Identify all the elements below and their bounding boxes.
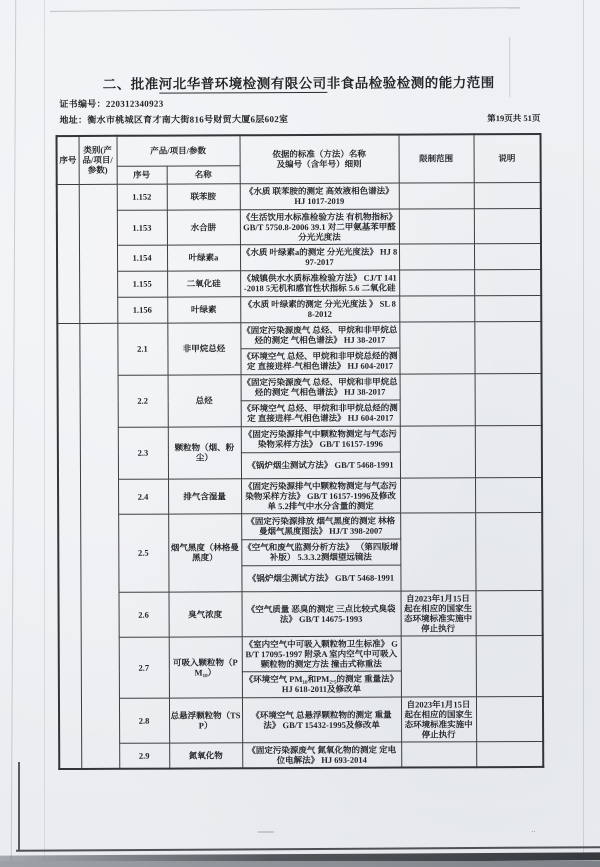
column-header-product-group: 产品/项目/参数 — [117, 135, 240, 166]
seq-cell — [57, 184, 80, 323]
address-line — [59, 111, 540, 126]
table-row — [59, 696, 543, 743]
note-cell — [474, 295, 541, 321]
column-header-standard: 依据的标准（方法）名称 及编号（含年号）细则 — [240, 135, 399, 184]
category-cell — [79, 323, 119, 769]
column-header-sub-seq: 序号 — [117, 166, 167, 184]
note-cell — [474, 269, 541, 295]
table-row — [57, 321, 541, 349]
param-no-cell: 2.4 — [118, 479, 168, 514]
certificate-number-line — [59, 97, 163, 110]
standard-cell: 《环境空气 总烃、甲烷和非甲烷总烃的测定 直接进样-气相色谱法》 HJ 604-2017 — [241, 400, 400, 427]
column-header-note: 说明 — [474, 134, 541, 182]
standard-cell: 《环境空气 总悬浮颗粒物的测定 重量法》 GB/T 15432-1995及修改单 — [242, 697, 401, 743]
param-name-cell: 氮氧化物 — [169, 742, 242, 768]
standard-cell: 《固定污染源排气中颗粒物测定与气态污染物采样方法》 GB/T 16157-1996及修改单 5.2排气中水分含量的测定 — [241, 478, 400, 514]
standard-cell: 《固定污染源废气 总烃、甲烷和非甲烷总烃的测定 气相色谱法》 HJ 38-2017 — [240, 322, 399, 349]
param-name-cell: 臭气浓度 — [168, 591, 241, 636]
limit-cell — [401, 635, 476, 696]
standard-cell: 《生活饮用水标准检验方法 有机物指标》 GB/T 5750.8-2006 39.1 对二甲氨基苯甲醛分光光度法 — [240, 209, 399, 245]
param-no-cell: 2.8 — [119, 698, 169, 743]
param-no-cell: 2.1 — [117, 323, 167, 375]
param-name-cell: 叶绿素a — [167, 244, 240, 270]
note-cell — [475, 425, 542, 477]
table-row — [58, 477, 542, 514]
param-name-cell: 排气含湿量 — [168, 478, 241, 513]
table-row — [57, 295, 541, 323]
param-name-cell: 联苯胺 — [167, 183, 240, 209]
param-name-cell: 烟气黑度（林格曼黑度） — [168, 513, 241, 591]
limit-cell — [399, 321, 474, 373]
note-cell — [474, 321, 541, 373]
column-header-sub-name: 名称 — [167, 165, 240, 183]
limit-cell — [399, 182, 474, 208]
param-no-cell: 2.2 — [118, 375, 168, 427]
address-label: 地址： — [59, 114, 88, 126]
standard-cell: 《锅炉烟尘测试方法》 GB/T 5468-1991 — [241, 565, 400, 592]
limit-cell: 自2023年1月15日起在相应的国家生态环境标准实施中停止执行 — [401, 696, 476, 741]
note-cell — [474, 208, 541, 243]
seq-cell — [57, 323, 81, 769]
table-row — [59, 635, 543, 672]
param-name-cell: 可吸入颗粒物（PM₁₀） — [169, 636, 242, 697]
standard-cell: 《水质 联苯胺的测定 高效液相色谱法》 HJ 1017-2019 — [240, 183, 399, 210]
title-suffix: 非食品检验检测的能力范围 — [326, 75, 495, 91]
param-name-cell: 二氧化硅 — [167, 270, 240, 296]
limit-cell — [401, 741, 476, 767]
header-row-1 — [57, 134, 541, 166]
table-row — [58, 373, 542, 401]
limit-cell — [399, 269, 474, 295]
limit-cell — [400, 373, 475, 425]
param-name-cell: 叶绿素 — [167, 296, 240, 322]
column-header-category: 类别(产品/项目/参数) — [79, 136, 117, 184]
standard-cell: 《空气和废气监测分析方法》 （第四版增补版） 5.3.3.2测烟望远镜法 — [241, 539, 400, 566]
category-cell — [79, 184, 118, 323]
param-name-cell: 总烃 — [168, 374, 241, 426]
param-name-cell: 水合肼 — [167, 209, 240, 244]
company-name-underlined: 河北华普环境检测有限公司 — [158, 75, 327, 92]
limit-cell — [400, 425, 475, 477]
param-no-cell: 2.6 — [118, 592, 168, 637]
standard-cell: 《空气质量 恶臭的测定 三点比较式臭袋法》 GB/T 14675-1993 — [242, 591, 401, 637]
standard-cell: 《环境空气 PM₁₀和PM₂.₅的测定 重量法》 HJ 618-2011及修改单 — [242, 671, 401, 698]
standard-cell: 《环境空气 总烃、甲烷和非甲烷总烃的测定 直接进样-气相色谱法》 HJ 604-2017 — [240, 348, 399, 375]
standard-cell: 《城镇供水水质标准检验方法》 CJ/T 141-2018 5无机和感官性状指标 5.6 二氧化硅 — [240, 270, 399, 297]
address-value: 衡水市桃城区育才南大街816号财贸大厦6层602室 — [87, 114, 289, 125]
table-row — [57, 269, 541, 297]
certificate-label: 证书编号： — [59, 98, 106, 110]
standard-cell: 《水质 叶绿素a的测定 分光光度法》 HJ 897-2017 — [240, 244, 399, 271]
note-cell — [476, 696, 543, 741]
note-cell — [475, 373, 542, 425]
param-name-cell: 总悬浮颗粒物（TSP） — [169, 697, 242, 742]
param-name-cell: 非甲烷总烃 — [167, 322, 240, 374]
limit-cell — [399, 243, 474, 269]
table-row — [58, 512, 542, 540]
note-cell — [474, 182, 541, 208]
capability-table — [56, 133, 545, 770]
limit-cell — [399, 295, 474, 321]
limit-cell — [400, 512, 475, 590]
limit-cell: 自2023年1月15日起在相应的国家生态环境标准实施中停止执行 — [401, 590, 476, 635]
table-row — [59, 590, 543, 637]
standard-cell: 《固定污染源废气 总烃、甲烷和非甲烷总烃的测定 气相色谱法》 HJ 38-2017 — [241, 374, 400, 401]
page-indicator: 第19页共 51页 — [487, 112, 541, 124]
param-no-cell: 2.5 — [118, 514, 168, 592]
note-cell — [476, 635, 543, 696]
standard-cell: 《固定污染源排放 烟气黑度的测定 林格曼烟气黑度图法》 HJ/T 398-2007 — [241, 513, 400, 540]
param-no-cell: 2.3 — [118, 427, 168, 479]
page-title — [58, 71, 539, 93]
title-prefix: 二、批准 — [102, 76, 159, 92]
param-no-cell: 2.7 — [119, 637, 169, 698]
standard-cell: 《锅炉烟尘测试方法》 GB/T 5468-1991 — [241, 452, 400, 479]
note-cell — [476, 590, 543, 635]
standard-cell: 《室内空气中可吸入颗粒物卫生标准》 GB/T 17095-1997 附录A 室内空气中可吸入颗粒物的测定方法 撞击式称重法 — [242, 636, 401, 672]
table-header — [57, 134, 541, 184]
param-no-cell: 1.154 — [117, 245, 167, 271]
table-row — [57, 182, 541, 210]
table-row — [57, 208, 541, 245]
standard-cell: 《固定污染源排气中颗粒物测定与气态污染物采样方法》 GB/T 16157-1996 — [241, 426, 400, 453]
param-name-cell: 颗粒物（烟、粉尘） — [168, 426, 241, 478]
standard-cell: 《固定污染源废气 氮氧化物的测定 定电位电解法》 HJ 693-2014 — [242, 742, 401, 769]
column-header-seq: 序号 — [57, 136, 79, 184]
address-text — [59, 112, 288, 126]
note-cell — [476, 741, 543, 767]
note-cell — [474, 243, 541, 269]
faint-pencil-mark: ‥ — [531, 826, 537, 834]
param-no-cell: 1.152 — [117, 184, 167, 210]
limit-cell — [400, 477, 475, 512]
limit-cell — [399, 208, 474, 243]
table-row — [57, 243, 541, 271]
param-no-cell: 1.153 — [117, 210, 167, 245]
note-cell — [475, 512, 542, 590]
note-cell — [475, 477, 542, 512]
standard-cell: 《水质 叶绿素的测定 分光光度法 》 SL 88-2012 — [240, 296, 399, 323]
param-no-cell: 1.156 — [117, 297, 167, 323]
column-header-limit: 限制范围 — [399, 134, 474, 182]
param-no-cell: 2.9 — [119, 743, 169, 769]
param-no-cell: 1.155 — [117, 271, 167, 297]
scan-artifact-top-line — [50, 7, 520, 12]
certificate-number: 220312340923 — [105, 98, 164, 109]
capability-table-body — [57, 182, 544, 769]
table-row — [59, 741, 543, 769]
table-row — [58, 425, 542, 453]
